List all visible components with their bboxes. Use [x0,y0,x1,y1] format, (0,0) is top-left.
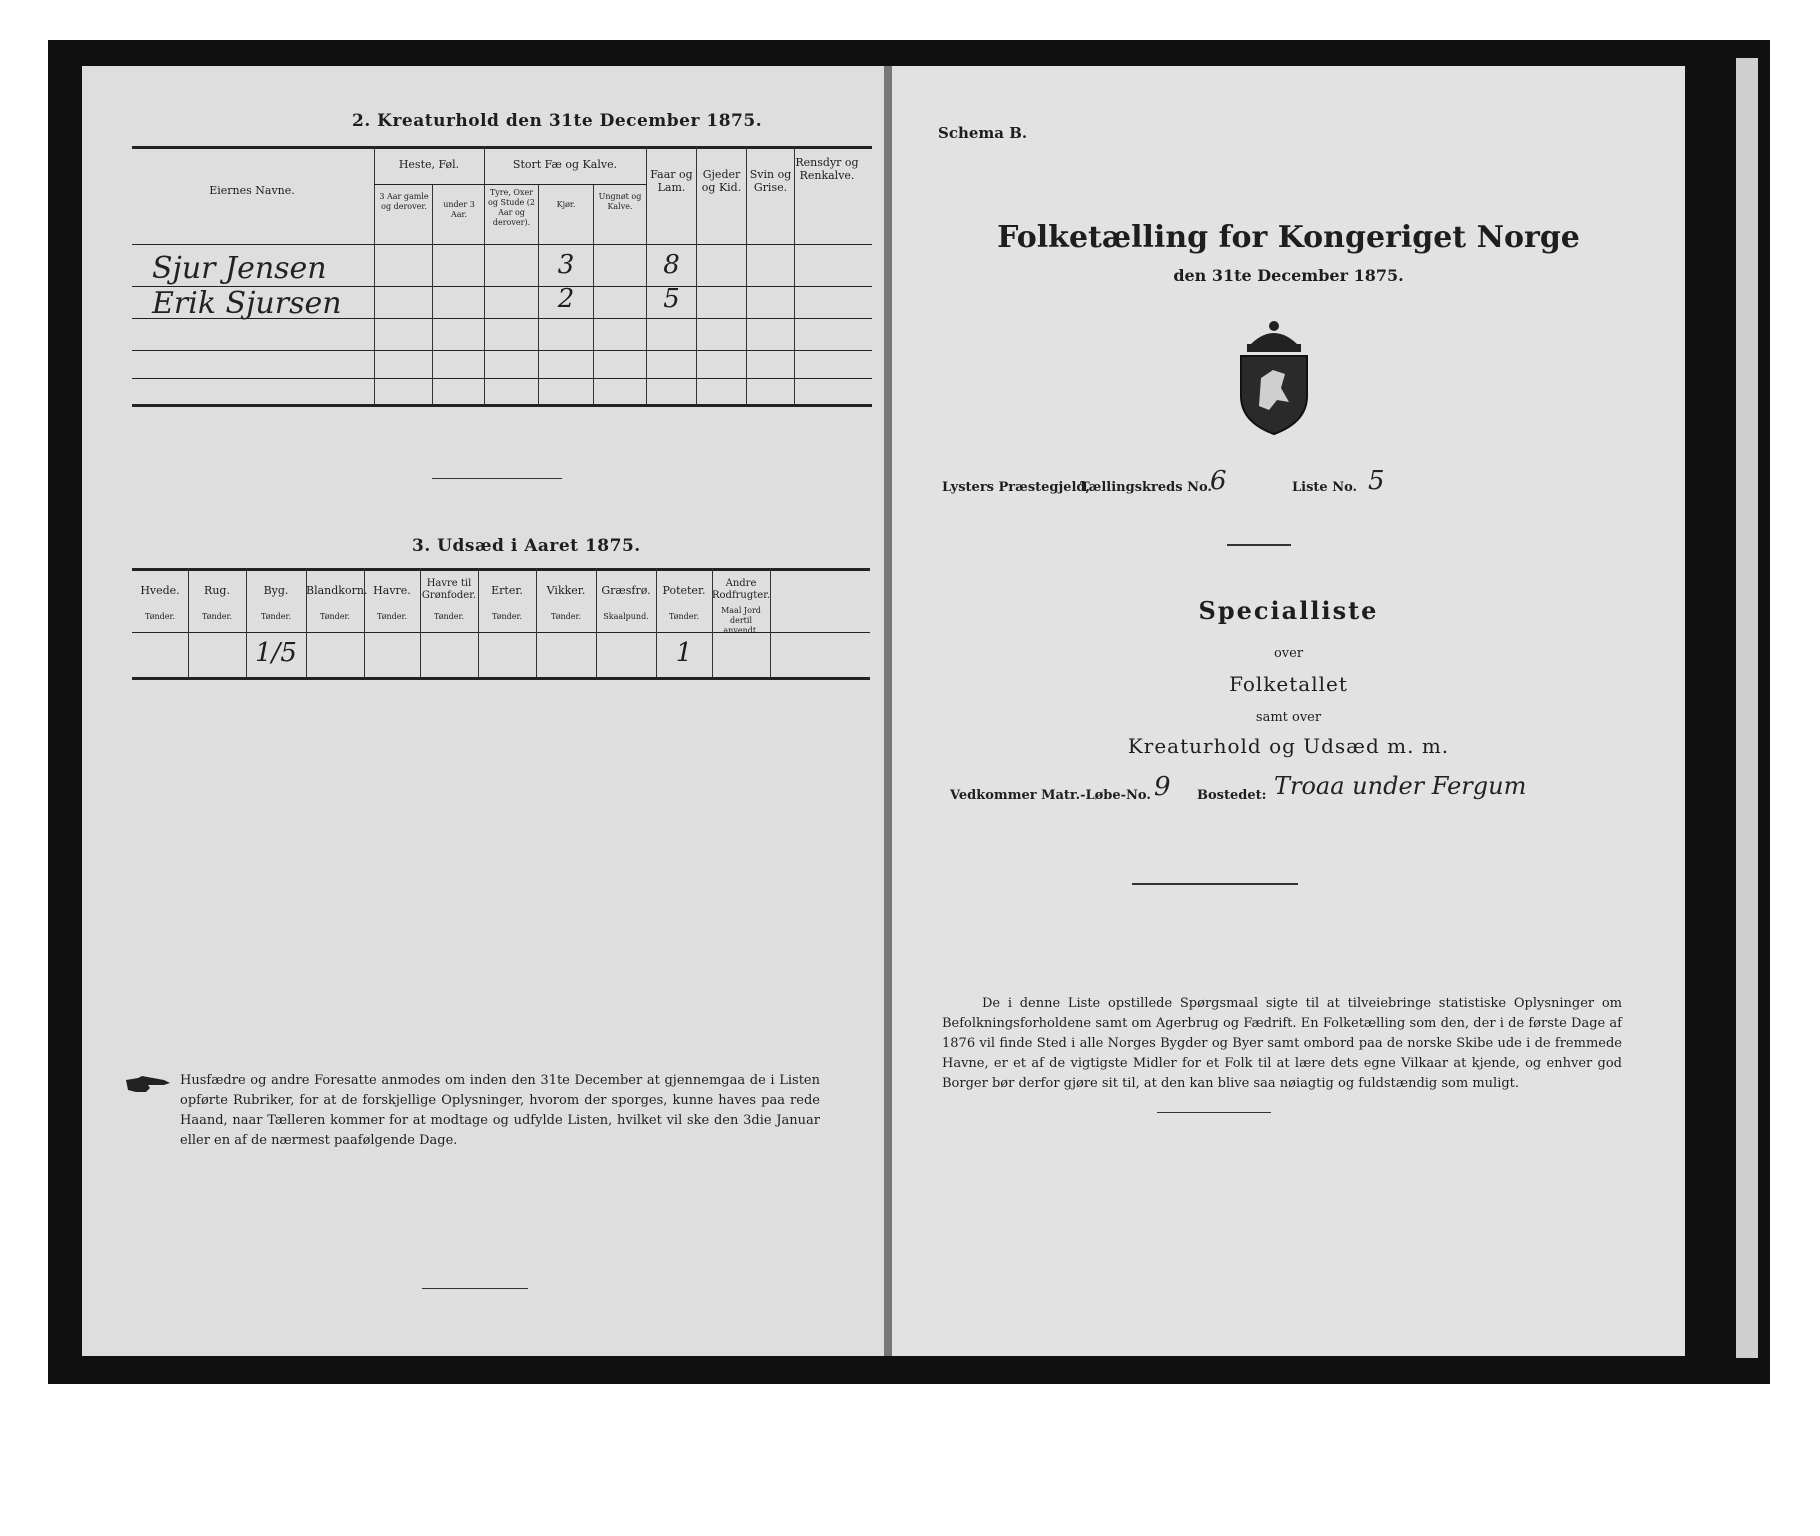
header-blandkorn: Blandkorn. [306,584,368,597]
separator-rule [1227,544,1291,546]
unit-label: Tønder. [144,612,176,621]
sheep-count: 5 [663,284,680,314]
census-paragraph: De i denne Liste opstillede Spørgsmaal sigte til at tilveiebringe statistiske Oplysninger om Befolkningsforholdene samt om Agerbrug og Fædrift. En Folketælling som den, der i de første Dage af 1876 vil finde Sted i alle Norges Bygder og Byer samt ombord paa de norske Skibe ude i de fremmede Havne, er et af de vigtigste Midler for et Folk til at lære dets egne Vilkaar at kjende, og enhver god Borger bør derfor gjøre sit til, at den kan blive saa nøiagtig og fuldstændig som muligt. [942,996,1622,1091]
list-label: Liste No. [1292,480,1358,495]
header-horses-3plus: 3 Aar gamle og derover. [379,192,429,211]
district-value: 6 [1210,466,1227,496]
cows-count: 3 [557,250,575,280]
header-reindeer: Rensdyr og Renkalve. [795,156,859,182]
census-date: den 31te December 1875. [1173,266,1404,285]
unit-label: Tønder. [491,612,523,621]
unit-label: Tønder. [668,612,700,621]
table-bottom-rule [132,677,870,680]
header-vikker: Vikker. [546,584,586,597]
header-goats: Gjeder og Kid. [701,168,742,194]
folketallet-heading: Folketallet [1229,672,1348,696]
instruction-note: Husfædre og andre Foresatte anmodes om inden den 31te December at gjennemgaa de i Listen opførte Rubriker, for at de forskjellige Oplysninger, hvorom der sporges, kunne haves paa rede Haand, naar Tælleren kommer for at modtage og udfylde Listen, hvilket vil ske den 3die Januar eller en af de nærmest paafølgende Dage. [180,1073,820,1148]
header-graesfro: Græsfrø. [601,584,651,597]
header-horses-group: Heste, Føl. [398,158,460,171]
list-value: 5 [1368,466,1385,496]
sheep-count: 8 [663,250,680,280]
unit-label: Tønder. [433,612,465,621]
owner-name: Sjur Jensen [152,251,327,286]
header-pigs: Svin og Grise. [749,168,792,194]
page-edge [1736,58,1758,1358]
unit-label: Tønder. [201,612,233,621]
sowing-title: 3. Udsæd i Aaret 1875. [412,536,641,556]
owner-name: Erik Sjursen [152,286,342,321]
parish-label: Lysters Præstegjeld, [942,480,1091,495]
row-rule [132,350,872,351]
right-page [892,66,1685,1356]
separator-rule [422,1288,528,1289]
unit-label: Tønder. [260,612,292,621]
row-rule [132,378,872,379]
header-erter: Erter. [491,584,523,597]
district-label: Tællingskreds No. [1080,480,1212,495]
poteter-value: 1 [675,638,693,668]
header-young-cattle: Ungnøt og Kalve. [598,192,642,211]
group-rule [374,184,646,185]
matr-label: Vedkommer Matr.-Løbe-No. [950,788,1151,803]
unit-label: Tønder. [550,612,582,621]
over-text: over [1273,646,1304,661]
page-fold [884,66,892,1356]
pointing-hand-icon [124,1074,172,1096]
samt-over-text: samt over [1255,710,1322,725]
left-page [82,66,884,1356]
matr-value: 9 [1154,772,1171,802]
bosted-value: Troaa under Fergum [1274,772,1527,800]
header-cattle-group: Stort Fæ og Kalve. [512,158,618,171]
coat-of-arms-icon [1229,318,1319,436]
col-divider [432,184,433,404]
byg-value: 1/5 [255,638,297,668]
unit-label: Tønder. [376,612,408,621]
header-havre-gronfoder: Havre til Grønfoder. [421,578,477,601]
table-top-rule [132,146,872,149]
col-divider [794,146,795,404]
unit-label: Tønder. [319,612,351,621]
header-havre: Havre. [373,584,411,597]
unit-label: Skaalpund. [603,612,649,621]
cows-count: 2 [557,284,575,314]
separator-rule [432,478,562,479]
header-rug: Rug. [204,584,230,597]
header-poteter: Poteter. [662,584,706,597]
separator-rule [1157,1112,1271,1113]
header-cows: Kjør. [556,200,576,209]
bosted-label: Bostedet: [1197,788,1267,803]
table-bottom-rule [132,404,872,407]
header-sheep: Faar og Lam. [650,168,693,194]
livestock-title: 2. Kreaturhold den 31te December 1875. [352,111,763,131]
table-top-rule [132,568,870,571]
separator-rule [1132,883,1298,885]
col-divider [770,568,771,677]
table-header-rule [132,244,872,245]
header-andre-rodfrugter: Andre Rodfrugter. [712,578,771,601]
header-owner: Eiernes Navne. [209,184,295,197]
header-hvede: Hvede. [140,584,180,597]
main-title: Folketælling for Kongeriget Norge [997,220,1580,255]
unit-label: Maal Jord dertil anvendt. [721,606,761,635]
kreatur-heading: Kreaturhold og Udsæd m. m. [1127,734,1450,758]
header-horses-under3: under 3 Aar. [443,200,475,219]
schema-label: Schema B. [938,124,1028,142]
header-byg: Byg. [263,584,289,597]
header-bulls: Tyre, Oxer og Stude (2 Aar og derover). [488,188,535,227]
col-divider [593,184,594,404]
specialliste-heading: Specialliste [1198,596,1379,625]
